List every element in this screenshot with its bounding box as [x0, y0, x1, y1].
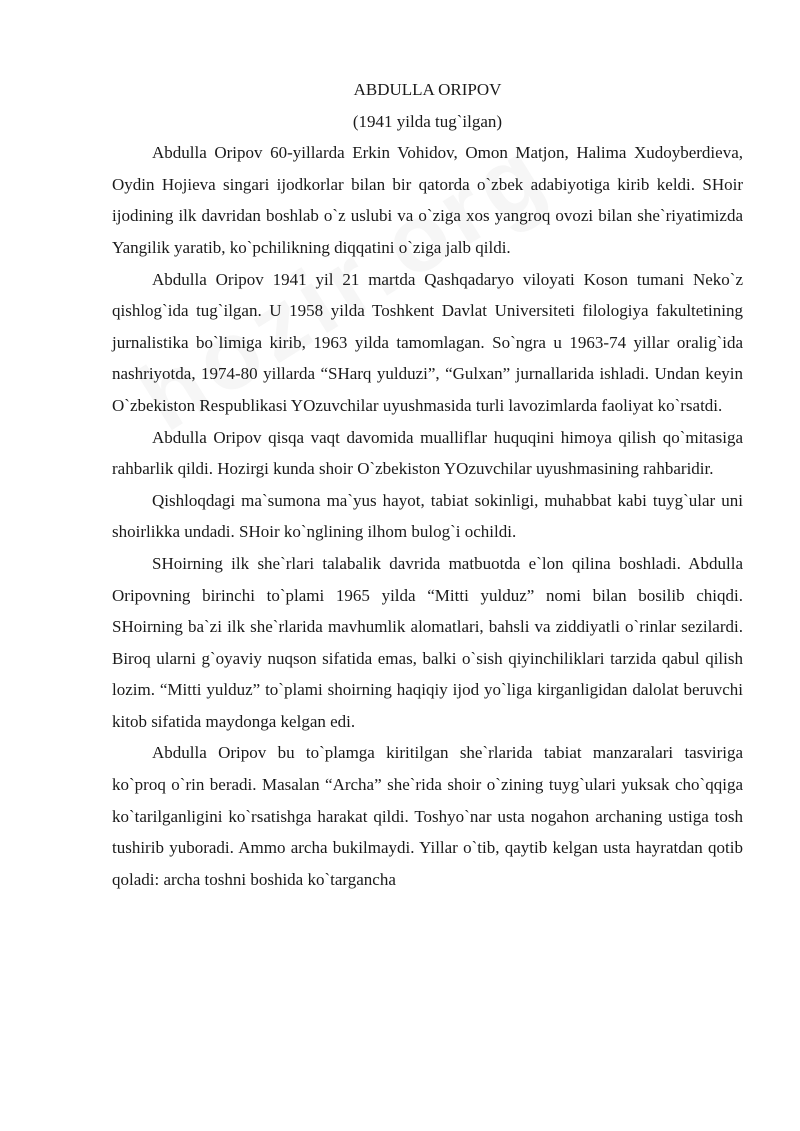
page-subtitle: (1941 yilda tug`ilgan) — [352, 111, 503, 131]
paragraph: SHoirning ilk she`rlari talabalik davrida matbuotda e`lon qilina boshladi. Abdulla Oripovning birinchi to`plami 1965 yilda “Mitti yulduz” nomi bilan bosilib chiqdi. SHoirning ba`zi ilk she`rlarida mavhumlik alomatlari, bahsli va ziddiyatli o`rinlar sezilardi. Biroq ularni g`oyaviy nuqson sifatida emas, balki o`sish qiyinchiliklari tarzida qabul qilish lozim. “Mitti yulduz” to`plami shoirning haqiqiy ijod yo`liga kirganligidan dalolat beruvchi kitob sifatida maydonga kelgan edi. — [112, 553, 743, 731]
paragraph: Abdulla Oripov 60-yillarda Erkin Vohidov, Omon Matjon, Halima Xudoyberdieva, Oydin Hojieva singari ijodkorlar bilan bir qatorda o`zbek adabiyotiga kirib keldi. SHoir ijodining ilk davridan boshlab o`z uslubi va o`ziga xos yangroq ovozi bilan she`riyatimizda Yangilik yaratib, ko`pchilikning diqqatini o`ziga jalb qildi. — [112, 143, 743, 257]
paragraph: Abdulla Oripov 1941 yil 21 martda Qashqadaryo viloyati Koson tumani Neko`z qishlog`ida tug`ilgan. U 1958 yilda Toshkent Davlat Universiteti filologiya fakultetining jurnalistika bo`limiga kirib, 1963 yilda tamomlagan. So`ngra u 1963-74 yillar oralig`ida nashriyotda, 1974-80 yillarda “SHarq yulduzi”, “Gulxan” jurnallarida ishladi. Undan keyin O`zbekiston Respublikasi YOzuvchilar uyushmasida turli lavozimlarda faoliyat ko`rsatdi. — [112, 269, 743, 415]
paragraph: Abdulla Oripov qisqa vaqt davomida mualliflar huquqini himoya qilish qo`mitasiga rahbarlik qildi. Hozirgi kunda shoir O`zbekiston YOzuvchilar uyushmasining rahbaridir. — [112, 427, 743, 479]
paragraph: Qishloqdagi ma`sumona ma`yus hayot, tabiat sokinligi, muhabbat kabi tuyg`ular uni shoirlikka undadi. SHoir ko`nglining ilhom bulog`i ochildi. — [112, 490, 743, 542]
document-body — [112, 72, 743, 895]
page-title: ABDULLA ORIPOV — [353, 80, 502, 99]
paragraph: Abdulla Oripov bu to`plamga kiritilgan she`rlarida tabiat manzaralari tasviriga ko`proq o`rin beradi. Masalan “Archa” she`rida shoir o`zining tuyg`ulari yuksak cho`qqiga ko`tarilganligini ko`rsatishga harakat qildi. Toshyo`nar usta nogahon archaning ustiga tosh tushirib yuboradi. Ammo archa bukilmaydi. Yillar o`tib, qaytib kelgan usta hayratdan qotib qoladi: archa toshni boshida ko`targancha — [112, 743, 743, 889]
